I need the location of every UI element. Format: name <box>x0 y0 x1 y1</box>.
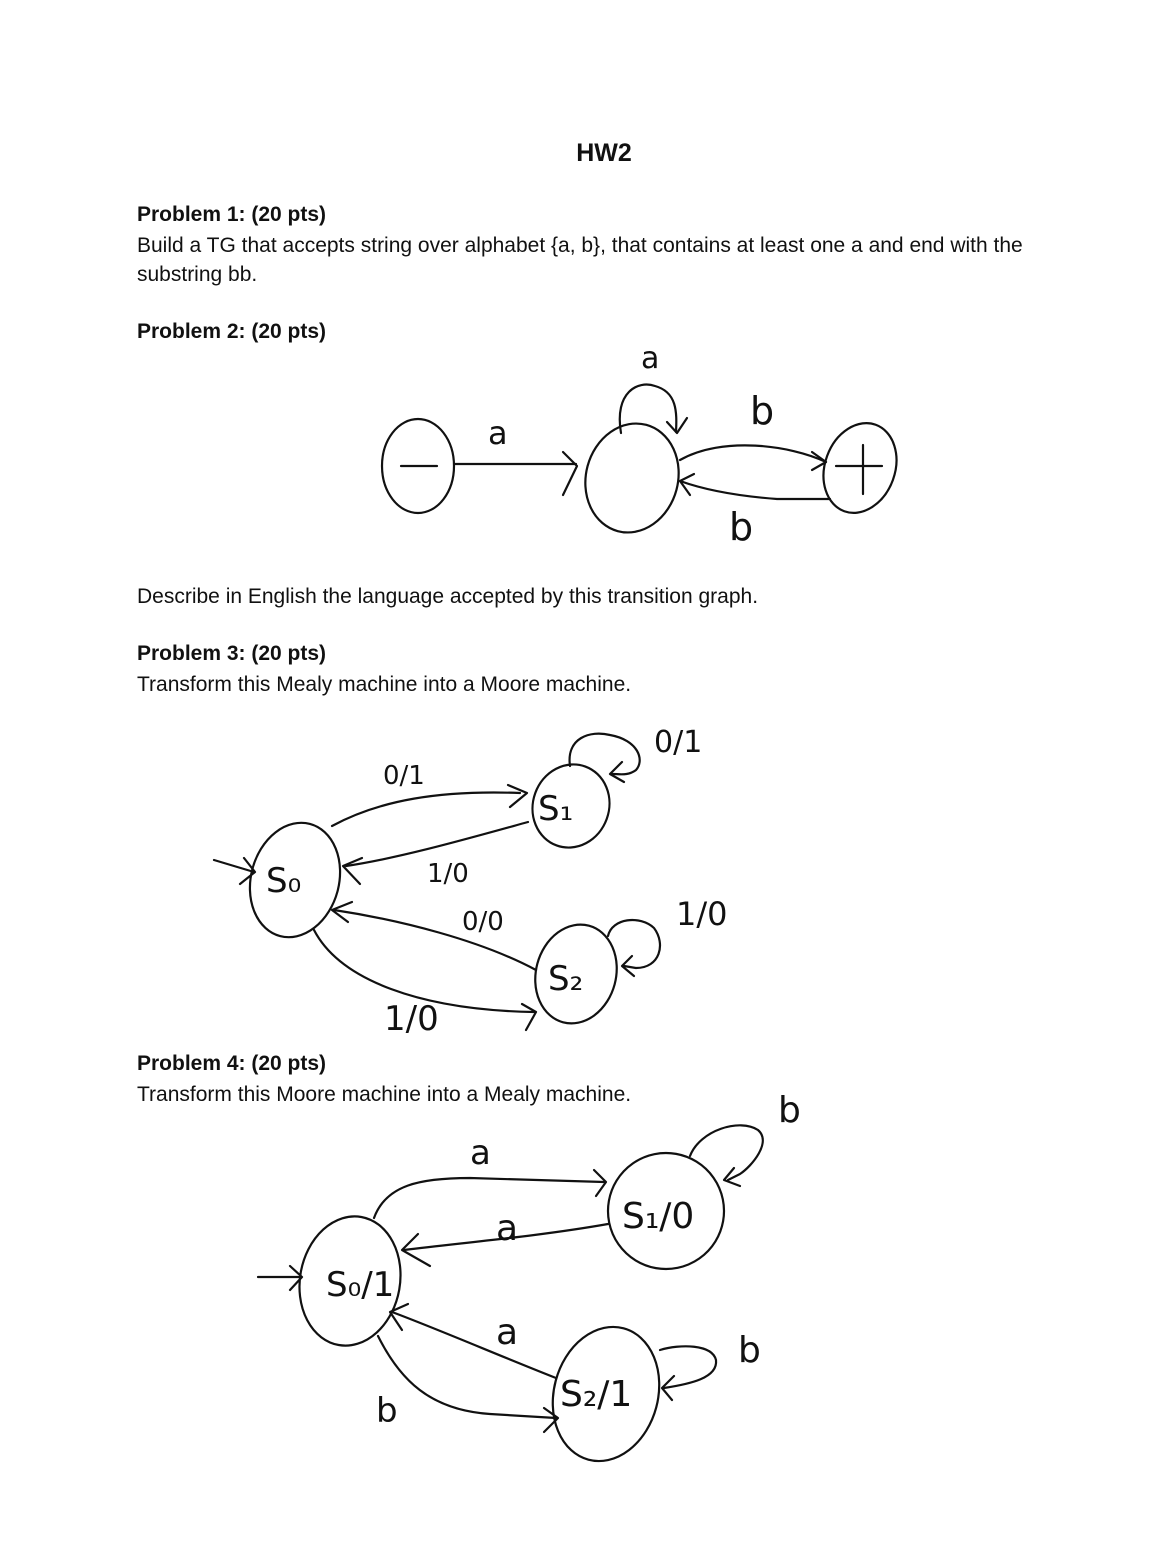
moore-edge-s0-s2 <box>378 1336 556 1418</box>
moore-edge-s2-s0-label: a <box>496 1312 519 1353</box>
moore-state-s2-label: S₂/1 <box>560 1374 633 1415</box>
problem-4-heading: Problem 4: (20 pts) <box>137 1052 327 1075</box>
mealy-state-s0-label: S₀ <box>266 861 302 901</box>
tg-loop-mid-label: a <box>641 341 660 376</box>
problem-2-text: Describe in English the language accepted by this transition graph. <box>137 585 759 608</box>
problem-4-text: Transform this Moore machine into a Mealy machine. <box>137 1083 632 1106</box>
mealy-edge-s2-s0-label: 0/0 <box>462 907 504 937</box>
moore-loop-s2-label: b <box>738 1330 761 1371</box>
problem-1-heading: Problem 1: (20 pts) <box>137 203 327 226</box>
problem-1-text: Build a TG that accepts string over alphabet {a, b}, that contains at least one a and end with the substring bb. <box>137 234 1023 286</box>
mealy-loop-s2-label: 1/0 <box>676 895 728 933</box>
mealy-state-s1-label: S₁ <box>538 789 574 829</box>
moore-state-s1-label: S₁/0 <box>622 1196 695 1237</box>
moore-edge-s1-s0-label: a <box>496 1208 519 1249</box>
problem-2-heading: Problem 2: (20 pts) <box>137 320 327 343</box>
moore-edge-s2-s0 <box>392 1312 556 1378</box>
mealy-loop-s1-label: 0/1 <box>654 725 703 760</box>
mealy-edge-s0-s1-label: 0/1 <box>383 761 425 791</box>
mealy-edge-s1-s0-label: 1/0 <box>427 859 469 889</box>
moore-state-s0-label: S₀/1 <box>326 1265 395 1305</box>
problem-3-text: Transform this Mealy machine into a Moore machine. <box>137 673 632 696</box>
tg-edge-mid-final-label: b <box>750 389 775 433</box>
page-title: HW2 <box>576 139 632 167</box>
mealy-state-s2-label: S₂ <box>548 959 584 999</box>
moore-loop-s1 <box>690 1125 763 1180</box>
moore-edge-s0-s1-arrow <box>594 1170 606 1196</box>
moore-edge-s0-s2-label: b <box>376 1391 398 1431</box>
moore-edge-s0-s1 <box>374 1178 604 1218</box>
tg-edge-start-mid-label: a <box>488 414 508 452</box>
problem-3-heading: Problem 3: (20 pts) <box>137 642 327 665</box>
mealy-edge-s0-s2-label: 1/0 <box>384 999 439 1039</box>
moore-loop-s1-label: b <box>778 1090 801 1131</box>
moore-edge-s0-s1-label: a <box>470 1133 491 1173</box>
tg-edge-final-mid-label: b <box>729 505 754 549</box>
